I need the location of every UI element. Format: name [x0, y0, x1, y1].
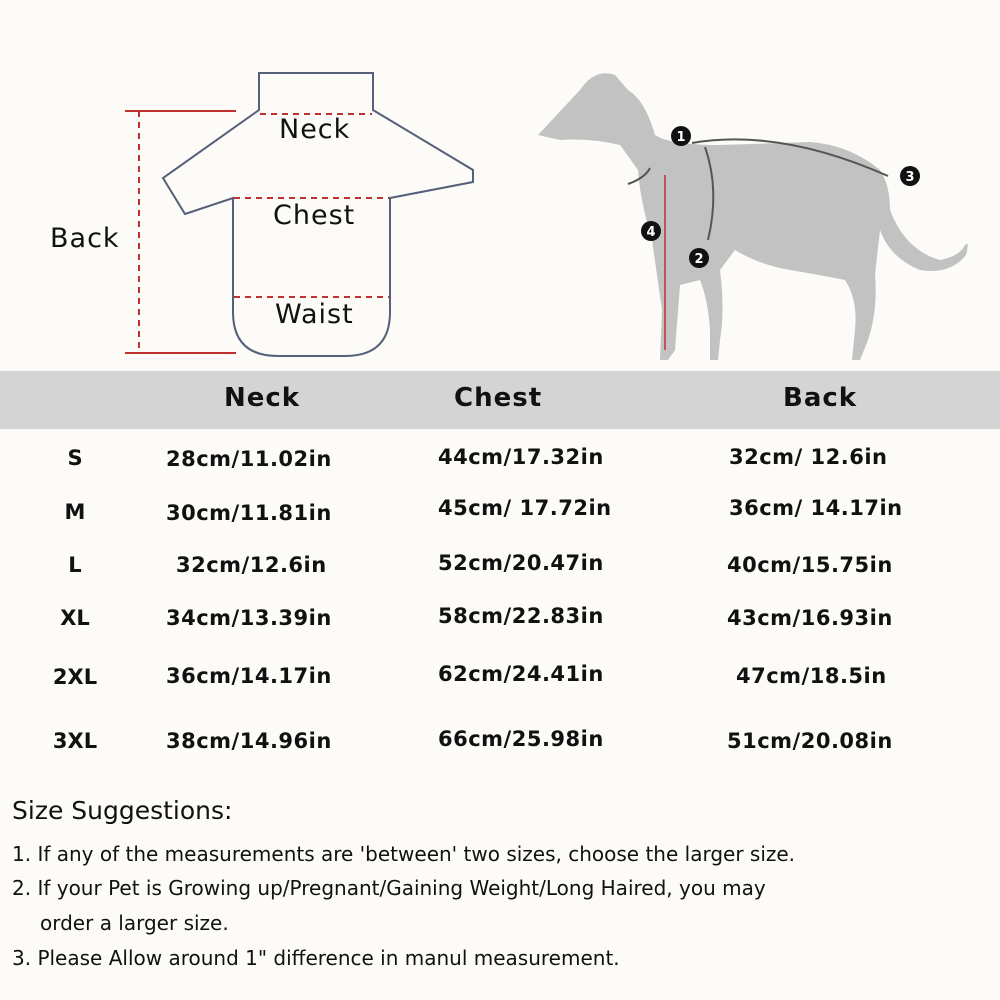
marker-1-icon: [671, 126, 691, 146]
marker-2-icon: [689, 248, 709, 268]
neck-value: 32cm/12.6in: [176, 553, 327, 577]
size-label: M: [64, 500, 86, 524]
header-neck: Neck: [224, 383, 301, 413]
svg-text:3: 3: [905, 170, 915, 185]
svg-text:1: 1: [676, 130, 686, 145]
marker-3-icon: [900, 166, 920, 186]
header-chest: Chest: [454, 383, 543, 413]
back-value: 51cm/20.08in: [727, 729, 893, 753]
neck-value: 28cm/11.02in: [166, 447, 332, 471]
neck-value: 36cm/14.17in: [166, 664, 332, 688]
shirt-waist-label: Waist: [275, 299, 354, 330]
shirt-chest-label: Chest: [273, 200, 356, 231]
marker-4-icon: [641, 221, 661, 241]
measurement-diagrams: [0, 0, 1000, 370]
shirt-neck-label: Neck: [279, 114, 351, 145]
neck-value: 38cm/14.96in: [166, 729, 332, 753]
chest-value: 44cm/17.32in: [438, 445, 604, 469]
neck-value: 34cm/13.39in: [166, 606, 332, 630]
size-label: XL: [60, 606, 90, 630]
size-label: L: [68, 553, 82, 577]
back-value: 36cm/ 14.17in: [729, 496, 903, 520]
svg-text:4: 4: [646, 225, 656, 240]
back-value: 32cm/ 12.6in: [729, 445, 888, 469]
back-value: 47cm/18.5in: [736, 664, 887, 688]
suggestion-item: 2. If your Pet is Growing up/Pregnant/Gaining Weight/Long Haired, you may: [12, 876, 766, 900]
neck-value: 30cm/11.81in: [166, 501, 332, 525]
size-label: 2XL: [52, 665, 98, 689]
suggestion-item: 1. If any of the measurements are 'between' two sizes, choose the larger size.: [12, 842, 796, 866]
dog-silhouette-icon: [538, 73, 968, 360]
size-label: S: [67, 446, 83, 470]
back-value: 43cm/16.93in: [727, 606, 893, 630]
shirt-back-label: Back: [50, 223, 120, 254]
suggestion-item: 3. Please Allow around 1" difference in manul measurement.: [12, 946, 620, 970]
shirt-diagram: [0, 0, 500, 370]
suggestion-item: order a larger size.: [40, 911, 229, 935]
svg-text:2: 2: [694, 252, 704, 267]
chest-value: 45cm/ 17.72in: [438, 496, 612, 520]
chest-value: 52cm/20.47in: [438, 551, 604, 575]
dog-diagram: [520, 50, 980, 370]
size-label: 3XL: [52, 729, 98, 753]
chest-value: 58cm/22.83in: [438, 604, 604, 628]
chest-value: 66cm/25.98in: [438, 727, 604, 751]
header-back: Back: [783, 383, 858, 413]
back-value: 40cm/15.75in: [727, 553, 893, 577]
chest-value: 62cm/24.41in: [438, 662, 604, 686]
suggestions-title: Size Suggestions:: [12, 796, 233, 825]
